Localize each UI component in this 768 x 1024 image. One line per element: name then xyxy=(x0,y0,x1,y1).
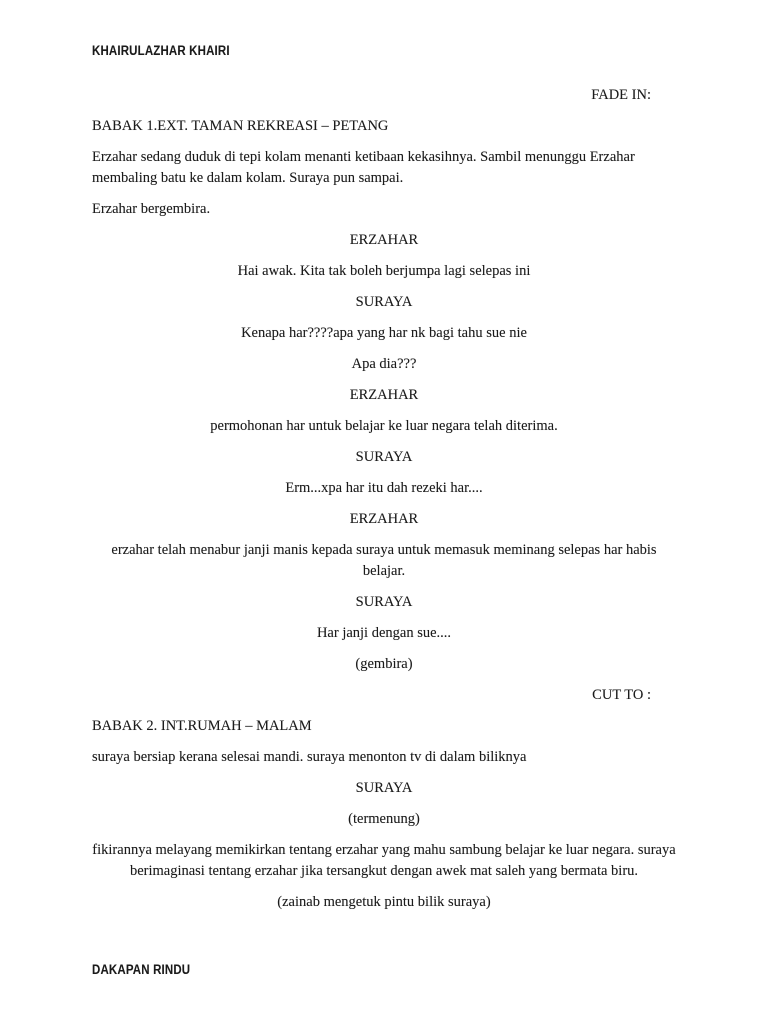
dialogue-line: Kenapa har????apa yang har nk bagi tahu sue nie xyxy=(241,325,527,341)
transition-cut-to: CUT TO : xyxy=(592,687,651,703)
character-name: SURAYA xyxy=(355,594,413,610)
transition-fade-in: FADE IN: xyxy=(591,87,651,103)
dialogue-line: Erm...xpa har itu dah rezeki har.... xyxy=(285,480,483,496)
dialogue-line: Har janji dengan sue.... xyxy=(316,625,452,641)
character-name: SURAYA xyxy=(355,294,413,310)
dialogue-line: Hai awak. Kita tak boleh berjumpa lagi selepas ini xyxy=(237,263,531,279)
dialogue-line: permohonan har untuk belajar ke luar negara telah diterima. xyxy=(210,418,558,434)
footer-title: DAKAPAN RINDU xyxy=(92,962,191,977)
scene-heading-2: BABAK 2. INT.RUMAH – MALAM xyxy=(92,718,312,734)
action-line: suraya bersiap kerana selesai mandi. suraya menonton tv di dalam biliknya xyxy=(92,749,527,765)
action-line: Erzahar bergembira. xyxy=(92,201,211,217)
character-name: SURAYA xyxy=(355,780,413,796)
character-name: SURAYA xyxy=(355,449,413,465)
scene-heading-1: BABAK 1.EXT. TAMAN REKREASI – PETANG xyxy=(92,118,389,134)
dialogue-line: Apa dia??? xyxy=(351,356,417,372)
character-name: ERZAHAR xyxy=(349,232,419,248)
parenthetical: (gembira) xyxy=(355,656,413,672)
parenthetical: (zainab mengetuk pintu bilik suraya) xyxy=(277,894,491,910)
action-line: fikirannya melayang memikirkan tentang erzahar yang mahu sambung belajar ke luar negara. suraya berimaginasi tentang erzahar jika tersangkut dengan awek mat saleh yang bermata biru. xyxy=(92,842,676,879)
action-line: Erzahar sedang duduk di tepi kolam menanti ketibaan kekasihnya. Sambil menunggu Erzahar membaling batu ke dalam kolam. Suraya pun sampai. xyxy=(92,149,635,186)
character-name: ERZAHAR xyxy=(349,387,419,403)
character-name: ERZAHAR xyxy=(349,511,419,527)
parenthetical: (termenung) xyxy=(348,811,420,827)
dialogue-line: erzahar telah menabur janji manis kepada suraya untuk memasuk meminang selepas har habis belajar. xyxy=(111,542,657,579)
page-content xyxy=(92,44,676,923)
header-author: KHAIRULAZHAR KHAIRI xyxy=(92,43,230,58)
